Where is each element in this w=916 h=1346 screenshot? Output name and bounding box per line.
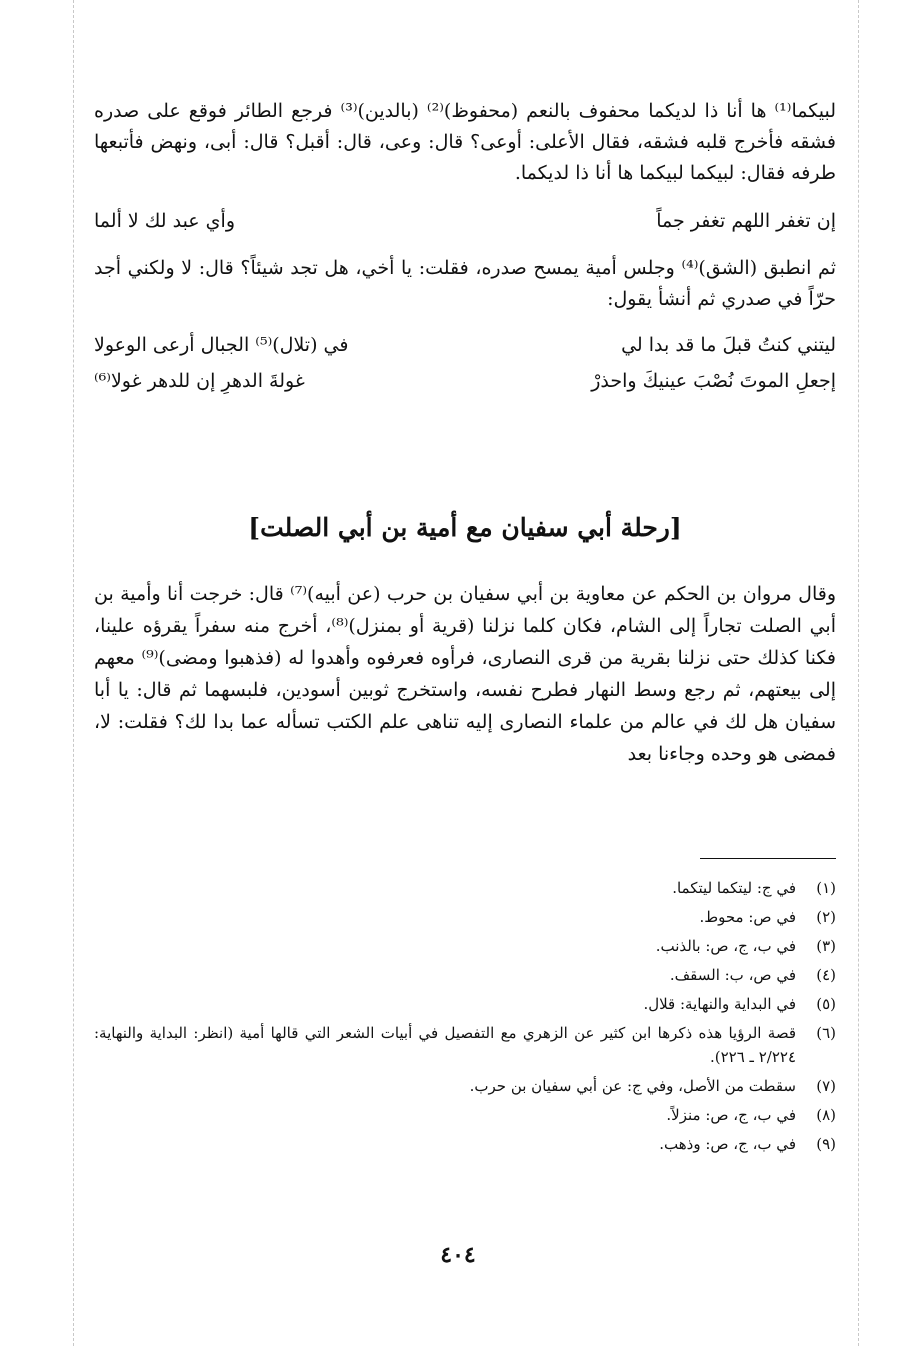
verse-line-2 (94, 327, 836, 363)
footnote-1: (١) في ج: ليتكما ليتكما. (672, 879, 836, 897)
verse-line-3 (94, 363, 836, 399)
verse-3-first-hemistich: إجعلِ الموتَ نُصْبَ عينيكَ واحذرْ (591, 370, 836, 392)
footnote-4: (٤) في ص، ب: السقف. (669, 966, 836, 984)
paragraph-2: ثم انطبق (الشق)⁽⁴⁾ وجلس أمية يمسح صدره، فقلت: يا أخي، هل تجد شيئاً؟ قال: لا ولكني أجد حرّاً في صدري ثم أنشأ يقول: (94, 257, 836, 310)
footnote-7: (٧) سقطت من الأصل، وفي ج: عن أبي سفيان بن حرب. (469, 1077, 836, 1095)
footnote-separator (700, 858, 836, 859)
footnote-8: (٨) في ب، ج، ص: منزلاً. (666, 1106, 836, 1124)
verse-1-first-hemistich: إن تغفر اللهم تغفر جماً (656, 210, 836, 232)
footnote-6: (٦) قصة الرؤيا هذه ذكرها ابن كثير عن الزهري مع التفصيل في أبيات الشعر التي قالها أمية (انظر: البداية والنهاية: ٢/٢٢٤ ـ ٢٢٦). (94, 1024, 836, 1066)
verse-line-1 (94, 203, 836, 239)
verse-1-second-hemistich: وأي عبد لك لا ألما (94, 210, 236, 232)
left-margin-guide (73, 0, 74, 1346)
section-heading: [رحلة أبي سفيان مع أمية بن أبي الصلت] (248, 513, 682, 542)
right-margin-guide (858, 0, 859, 1346)
top-text-block (94, 96, 836, 399)
verse-3-second-hemistich: غولةَ الدهرِ إن للدهر غولا⁽⁶⁾ (94, 370, 305, 392)
verse-2-second-hemistich: في (تلال)⁽⁵⁾ الجبال أرعى الوعولا (94, 334, 349, 356)
section-body (94, 578, 836, 770)
footnote-3: (٣) في ب، ج، ص: بالذنب. (655, 937, 836, 955)
verse-2-first-hemistich: ليتني كنتُ قبلَ ما قد بدا لي (621, 334, 836, 356)
footnote-5: (٥) في البداية والنهاية: قلال. (643, 995, 836, 1013)
footnotes-list (94, 876, 836, 1161)
footnote-2: (٢) في ص: محوط. (699, 908, 836, 926)
paragraph-1: لبيكما⁽¹⁾ ها أنا ذا لديكما محفوف بالنعم (محفوظ)⁽²⁾ (بالدين)⁽³⁾ فرجع الطائر فوقع على صدره فشقه فأخرج قلبه فشقه، فقال الأعلى: أوعى؟ قال: وعى، قال: أقبل؟ قال: أبى، ونهض فأتبعها طرفه فقال: لبيكما لبيكما ها أنا ذا لديكما. (94, 100, 836, 184)
section-paragraph: وقال مروان بن الحكم عن معاوية بن أبي سفيان بن حرب (عن أبيه)⁽⁷⁾ قال: خرجت أنا وأمية بن أبي الصلت تجاراً إلى الشام، فكان كلما نزلنا (قرية أو بمنزل)⁽⁸⁾، أخرج منه سفراً يقرؤه علينا، فكنا كذلك حتى نزلنا بقرية من قرى النصارى، فرأوه فعرفوه وأهدوا له (فذهبوا ومضى)⁽⁹⁾ معهم إلى بيعتهم، ثم رجع وسط النهار فطرح نفسه، واستخرج ثوبين أسودين، فلبسهما ثم قال: يا أبا سفيان هل لك في عالم من علماء النصارى إليه تناهى علم الكتب تسأله عما بدا لك؟ فقلت: لا، فمضى هو وحده وجاءنا بعد (94, 583, 837, 765)
footnote-9: (٩) في ب، ج، ص: وذهب. (659, 1135, 836, 1153)
page-number: ٤٠٤ (440, 1242, 476, 1268)
